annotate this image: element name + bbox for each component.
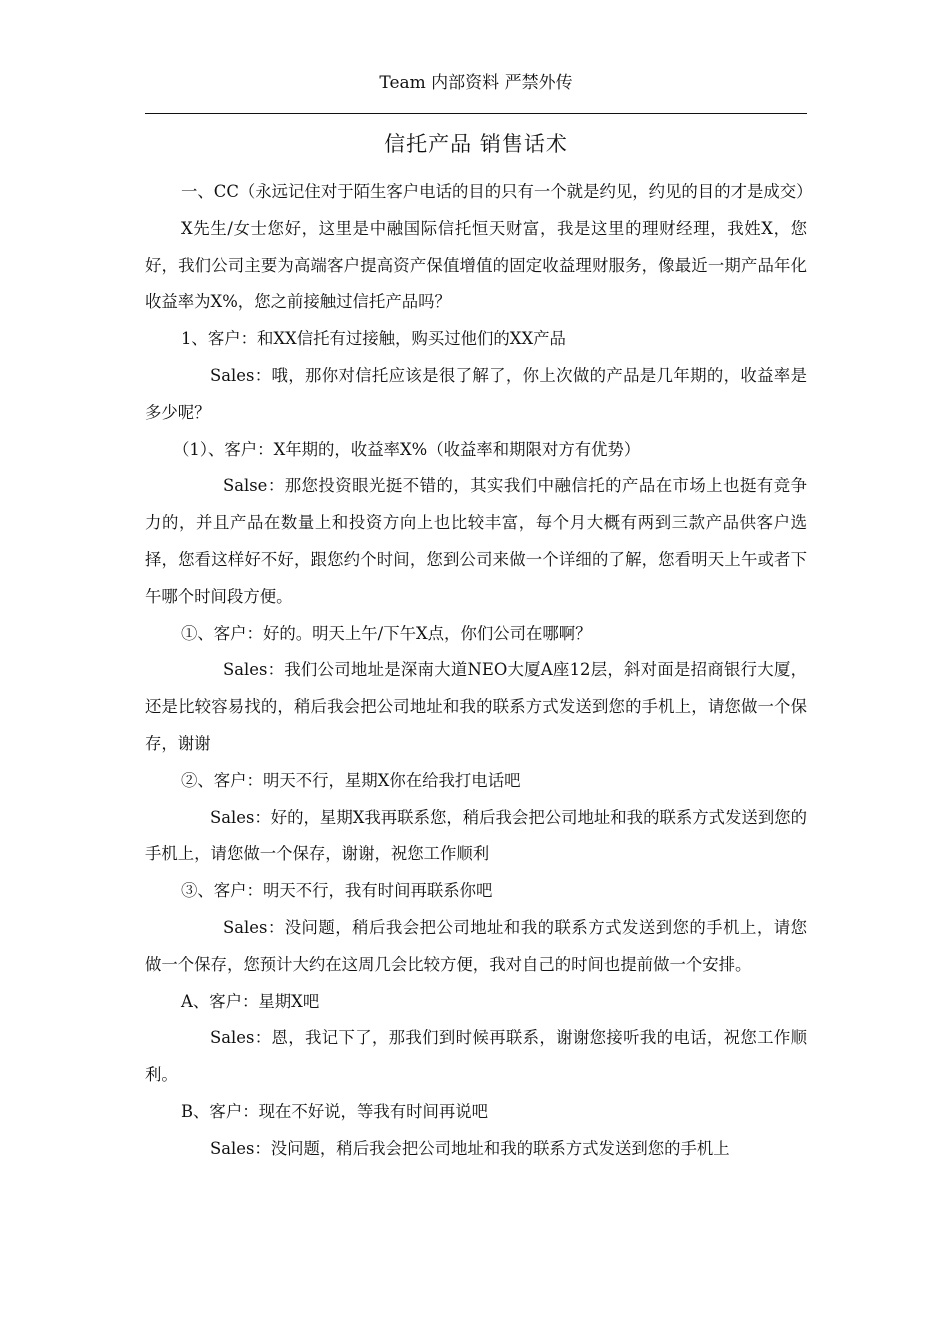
paragraph-sales-reply: Sales：恩，我记下了，那我们到时候再联系，谢谢您接听我的电话，祝您工作顺利。	[145, 1028, 807, 1085]
paragraph-customer-case-1: 1、客户：和XX信托有过接触，购买过他们的XX产品	[181, 329, 566, 349]
paragraph-customer-option-3: ③、客户：明天不行，我有时间再联系你吧	[181, 881, 493, 901]
page-header: Team 内部资料 严禁外传	[379, 73, 573, 93]
header-rule	[145, 113, 807, 114]
paragraph-sales-reply: Sales：哦，那你对信托应该是很了解了，你上次做的产品是几年期的，收益率是多少呢？	[145, 365, 807, 422]
paragraph-customer-option-1: ①、客户：好的。明天上午/下午X点，你们公司在哪啊？	[181, 623, 592, 643]
paragraph-sales-reply: Sales：没问题，稍后我会把公司地址和我的联系方式发送到您的手机上	[210, 1138, 730, 1158]
paragraph-cc-intro: 一、CC（永远记住对于陌生客户电话的目的只有一个就是约见，约见的目的才是成交）	[181, 182, 813, 201]
document-body	[145, 174, 813, 1168]
paragraph-customer-case-1-1: （1）、客户：X年期的，收益率X%（收益率和期限对方有优势）	[173, 439, 641, 459]
document-title: 信托产品 销售话术	[384, 132, 568, 156]
paragraph-sales-reply: Salse：那您投资眼光挺不错的，其实我们中融信托的产品在市场上也挺有竞争力的，并且产品在数量上和投资方向上也比较丰富，每个月大概有两到三款产品供客户选择，您看这样好不好，跟您约个时间，您到公司来做一个详细的了解，您看明天上午或者下午哪个时间段方便。	[145, 476, 807, 606]
paragraph-customer-option-a: A、客户：星期X吧	[181, 991, 320, 1011]
paragraph-opening-script: X先生/女士您好，这里是中融国际信托恒天财富，我是这里的理财经理，我姓X，您好，我们公司主要为高端客户提高资产保值增值的固定收益理财服务，像最近一期产品年化收益率为X%，您之前接触过信托产品吗？	[145, 218, 807, 312]
paragraph-customer-option-2: ②、客户：明天不行，星期X你在给我打电话吧	[181, 770, 521, 790]
paragraph-sales-reply: Sales：没问题，稍后我会把公司地址和我的联系方式发送到您的手机上，请您做一个保存，您预计大约在这周几会比较方便，我对自己的时间也提前做一个安排。	[145, 917, 807, 974]
paragraph-sales-reply: Sales：我们公司地址是深南大道NEO大厦A座12层，斜对面是招商银行大厦，还是比较容易找的，稍后我会把公司地址和我的联系方式发送到您的手机上，请您做一个保存，谢谢	[145, 660, 807, 753]
paragraph-customer-option-b: B、客户：现在不好说，等我有时间再说吧	[181, 1101, 489, 1121]
paragraph-sales-reply: Sales：好的，星期X我再联系您，稍后我会把公司地址和我的联系方式发送到您的手机上，请您做一个保存，谢谢，祝您工作顺利	[145, 807, 807, 864]
